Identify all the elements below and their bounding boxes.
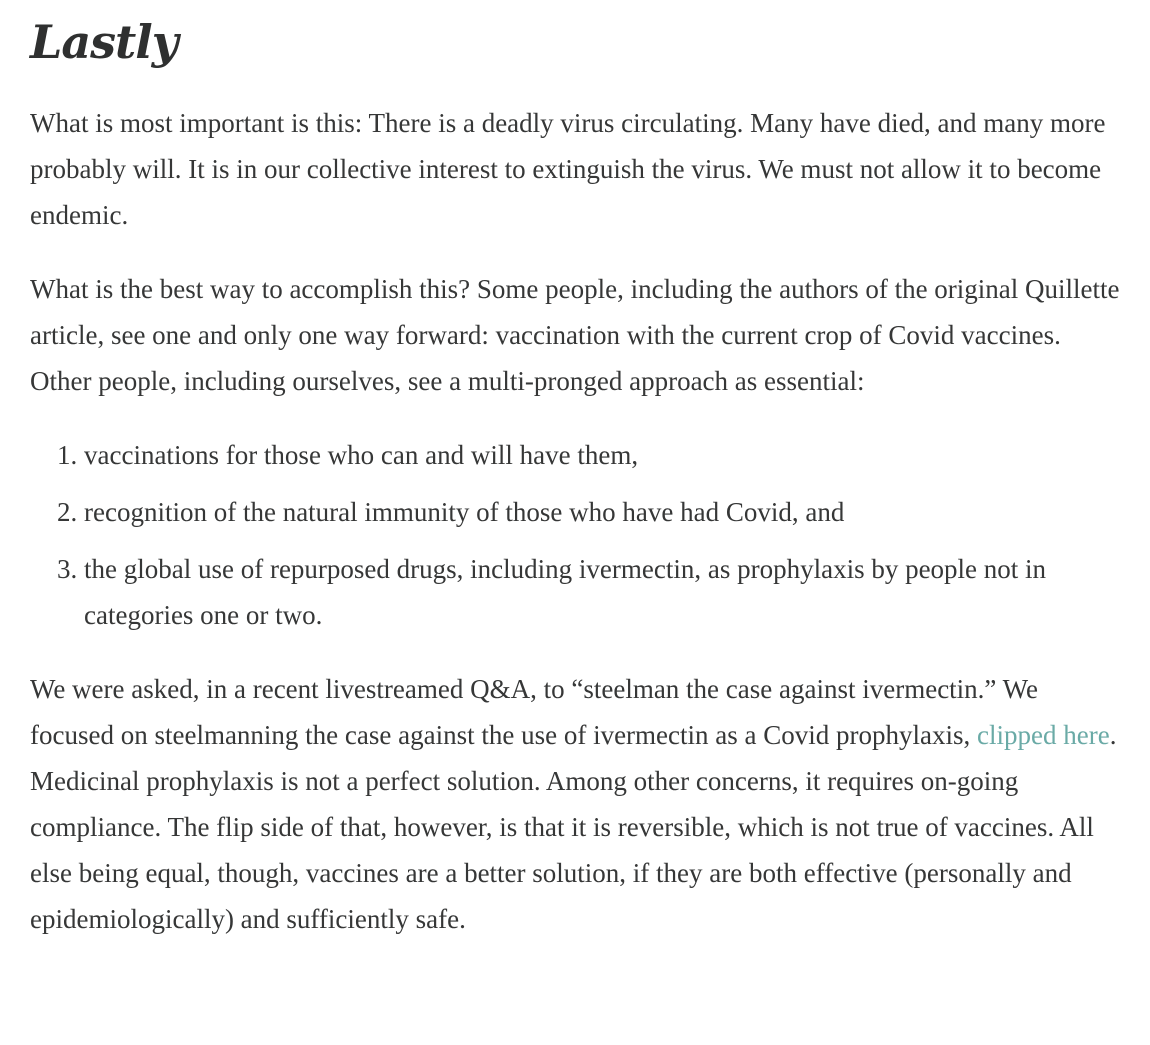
section-heading: Lastly — [30, 15, 178, 69]
list-item: 2. recognition of the natural immunity of those who have had Covid, and — [84, 489, 1120, 535]
list-item: 3. the global use of repurposed drugs, including ivermectin, as prophylaxis by people not in categories one or two. — [84, 546, 1120, 638]
paragraph-steelman — [30, 666, 1120, 942]
paragraph-text: . Medicinal prophylaxis is not a perfect solution. Among other concerns, it requires on-going compliance. The flip side of that, however, is that it is reversible, which is not true of vaccines. All else being equal, though, vaccines are a better solution, if they are both effective (personally and epidemiologically) and sufficiently safe. — [30, 720, 1117, 934]
paragraph-text: We were asked, in a recent livestreamed Q&A, to “steelman the case against ivermectin.” We focused on steelmanning the case against the use of ivermectin as a Covid prophylaxis, — [30, 674, 1038, 750]
approach-list — [30, 432, 1120, 638]
paragraph-intro: What is most important is this: There is a deadly virus circulating. Many have died, and many more probably will. It is in our collective interest to extinguish the virus. We must not allow it to become endemic. — [30, 108, 1106, 230]
paragraph-approach: What is the best way to accomplish this? Some people, including the authors of the original Quillette article, see one and only one way forward: vaccination with the current crop of Covid vaccines. Other people, including ourselves, see a multi-pronged approach as essential: — [30, 274, 1120, 396]
list-item: 1. vaccinations for those who can and will have them, — [84, 432, 1120, 478]
clipped-here-link[interactable]: clipped here — [977, 720, 1110, 750]
